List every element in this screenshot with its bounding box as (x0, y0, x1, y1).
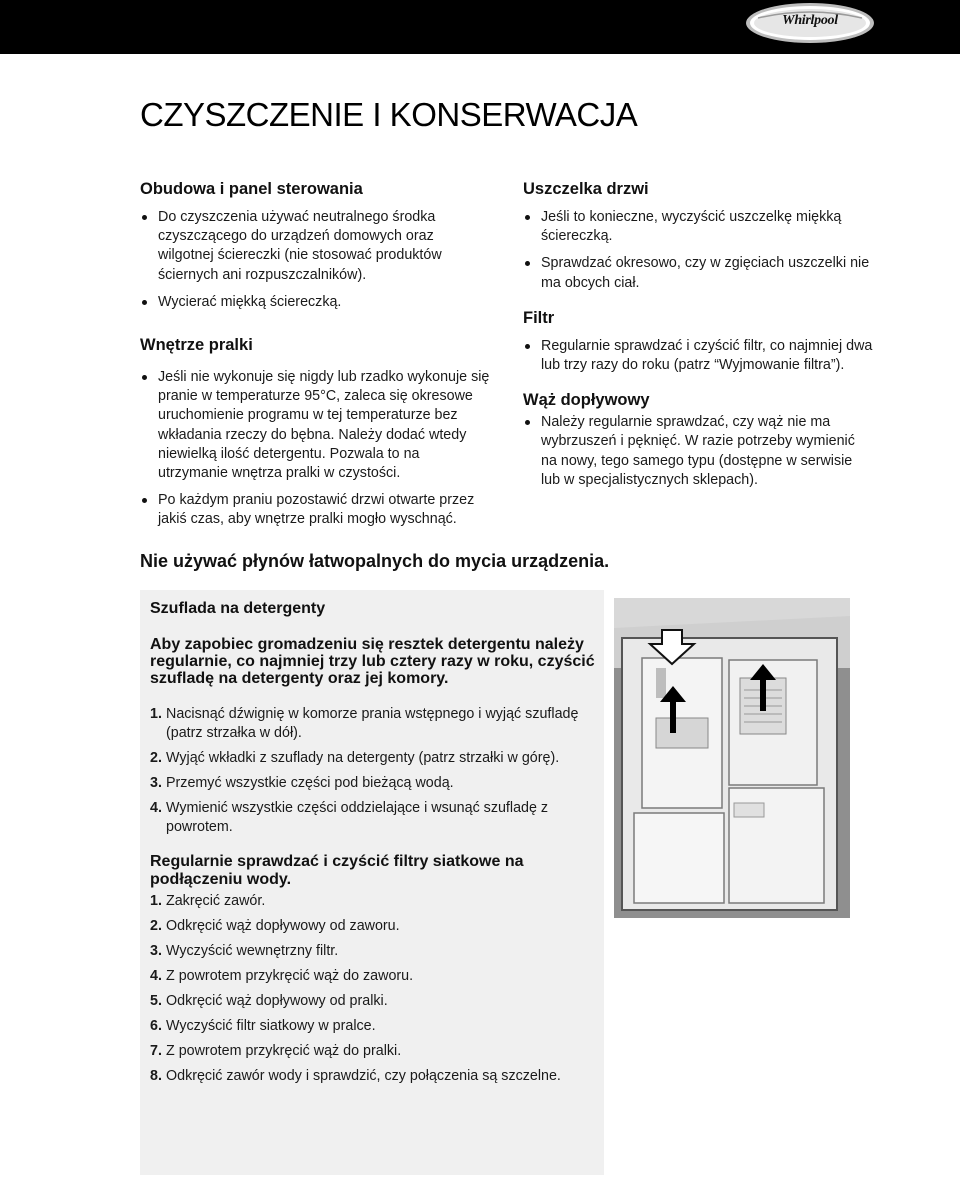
list-item: 4. Wymienić wszystkie części oddzielające i wsunąć szufladę z powrotem. (150, 800, 549, 835)
drawer-steps (150, 705, 596, 837)
list-item: 8. Odkręcić zawór wody i sprawdzić, czy połączenia są szczelne. (150, 1068, 561, 1084)
section-heading: Filtr (523, 308, 555, 327)
whirlpool-logo (744, 2, 876, 44)
section-heading: Wąż dopływowy (523, 391, 650, 410)
list-item: 6. Wyczyścić filtr siatkowy w pralce. (150, 1018, 376, 1034)
filter-steps (150, 892, 596, 1086)
detergent-drawer-photo (614, 598, 850, 918)
list-item: 1. Nacisnąć dźwignię w komorze prania wstępnego i wyjąć szufladę (patrz strzałka w dół). (150, 706, 579, 741)
page-title: CZYSZCZENIE I KONSERWACJA (140, 96, 638, 133)
bullet-list (523, 413, 873, 490)
list-item: Po każdym praniu pozostawić drzwi otwarte przez jakiś czas, aby wnętrze pralki mogło wyschnąć. (140, 491, 492, 529)
bullet-list (523, 337, 873, 375)
list-item: Jeśli nie wykonuje się nigdy lub rzadko wykonuje się pranie w temperaturze 95°C, zaleca się okresowe uruchomienie programu w tej temperaturze bez wkładania rzeczy do bębna. Należy dodać wtedy niewielką ilość detergentu. Pozwala to na utrzymanie wnętrza pralki w czystości. (140, 368, 492, 483)
bullet-list (523, 208, 873, 293)
list-item: Jeśli to konieczne, wyczyścić uszczelkę miękką ściereczką. (523, 208, 873, 246)
section-heading: Obudowa i panel sterowania (140, 180, 363, 198)
list-item: 4. Z powrotem przykręcić wąż do zaworu. (150, 968, 414, 984)
filters-title: Regularnie sprawdzać i czyścić filtry siatkowe na podłączeniu wody. (150, 853, 524, 888)
left-column (140, 178, 492, 538)
bullet-list (140, 208, 492, 312)
panel-title: Szuflada na detergenty (150, 600, 326, 617)
section-heading: Uszczelka drzwi (523, 180, 649, 198)
section-heading: Wnętrze pralki (140, 336, 253, 355)
list-item: Do czyszczenia używać neutralnego środka czyszczącego do urządzeń domowych oraz wilgotnej ściereczki (nie stosować produktów ściernych ani rozpuszczalników). (140, 208, 492, 285)
right-column (523, 178, 873, 498)
bullet-list (140, 368, 492, 530)
list-item: 3. Przemyć wszystkie części pod bieżącą wodą. (150, 775, 454, 791)
list-item: Wycierać miękką ściereczką. (140, 293, 492, 312)
list-item: 5. Odkręcić wąż dopływowy od pralki. (150, 993, 388, 1009)
list-item: 2. Wyjąć wkładki z szuflady na detergenty (patrz strzałki w górę). (150, 750, 560, 766)
panel-intro: Aby zapobiec gromadzeniu się resztek detergentu należy regularnie, co najmniej trzy lub cztery razy w roku, czyścić szufladę na detergenty oraz jej komory. (150, 636, 595, 687)
logo-wordmark: Whirlpool (782, 13, 838, 28)
list-item: 3. Wyczyścić wewnętrzny filtr. (150, 943, 339, 959)
list-item: Należy regularnie sprawdzać, czy wąż nie ma wybrzuszeń i pęknięć. W razie potrzeby wymienić na nowy, tego samego typu (dostępne w serwisie lub w specjalistycznych sklepach). (523, 413, 873, 490)
warning-text: Nie używać płynów łatwopalnych do mycia urządzenia. (140, 551, 610, 571)
list-item: 2. Odkręcić wąż dopływowy od zaworu. (150, 918, 400, 934)
list-item: Sprawdzać okresowo, czy w zgięciach uszczelki nie ma obcych ciał. (523, 254, 873, 292)
list-item: 7. Z powrotem przykręcić wąż do pralki. (150, 1043, 402, 1059)
list-item: 1. Zakręcić zawór. (150, 893, 266, 909)
header-bar (0, 0, 960, 54)
detergent-drawer-panel (140, 590, 604, 1175)
list-item: Regularnie sprawdzać i czyścić filtr, co najmniej dwa lub trzy razy do roku (patrz “Wyjmowanie filtra”). (523, 337, 873, 375)
